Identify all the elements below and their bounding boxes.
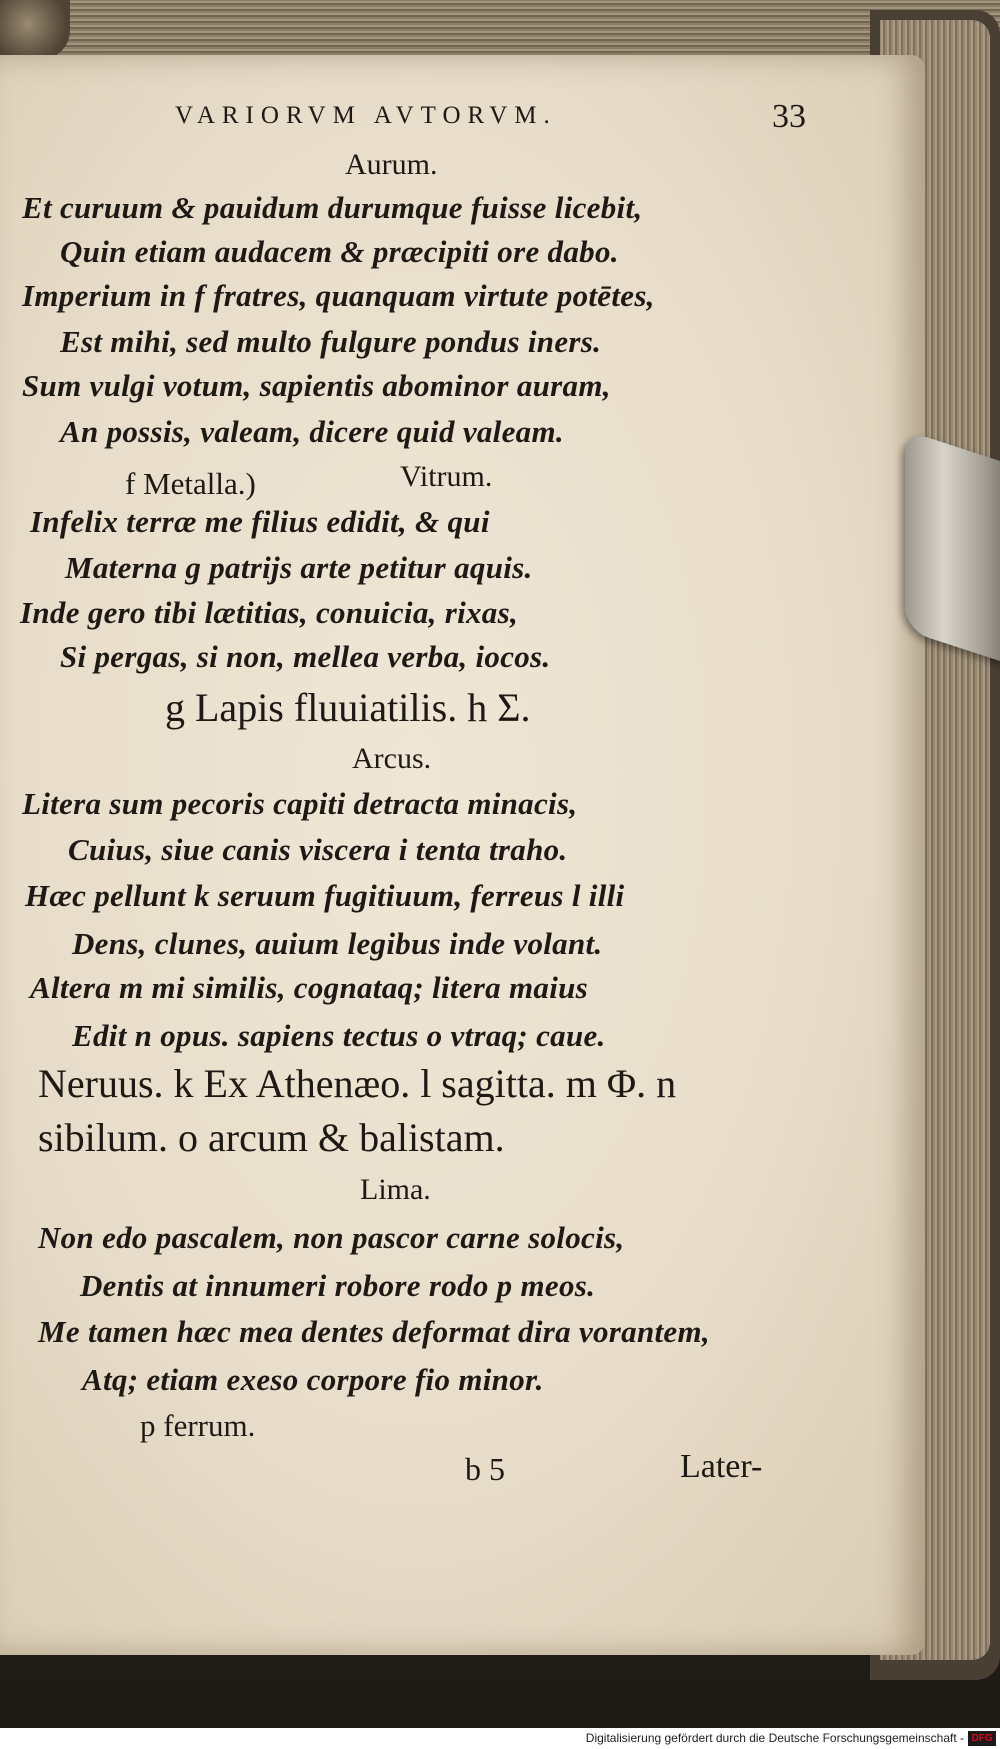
verse-line: Atq; etiam exeso corpore fio minor. <box>82 1362 544 1397</box>
verse-line: Non edo pascalem, non pascor carne solocis, <box>38 1220 625 1255</box>
verse-line: Me tamen hæc mea dentes deformat dira vorantem, <box>38 1314 710 1349</box>
verse-line: Materna g patrijs arte petitur aquis. <box>65 550 533 585</box>
dfg-logo-text: DFG <box>971 1733 993 1744</box>
section-heading: Vitrum. <box>400 460 493 493</box>
verse-line: Et curuum & pauidum durumque fuisse licebit, <box>22 190 643 225</box>
verse-line: Dentis at innumeri robore rodo p meos. <box>80 1268 596 1303</box>
verse-line: Edit n opus. sapiens tectus o vtraq; caue. <box>72 1018 606 1053</box>
margin-note: g Lapis fluuiatilis. h Σ. <box>165 685 531 730</box>
verse-line: Hæc pellunt k seruum fugitiuum, ferreus l illi <box>25 878 625 913</box>
catchword: Later- <box>680 1448 763 1485</box>
margin-note: p ferrum. <box>140 1408 256 1443</box>
footer-bar <box>0 1728 1000 1749</box>
margin-note: Neruus. k Ex Athenæo. l sagitta. m Φ. n <box>38 1061 677 1106</box>
page-clip <box>905 430 1000 666</box>
section-heading: Aurum. <box>345 148 438 181</box>
verse-line: Infelix terræ me filius edidit, & qui <box>30 504 490 539</box>
verse-line: Si pergas, si non, mellea verba, iocos. <box>60 639 551 674</box>
section-heading: Arcus. <box>352 742 432 775</box>
verse-line: Dens, clunes, auium legibus inde volant. <box>72 926 603 961</box>
verse-line: Sum vulgi votum, sapientis abominor auram, <box>22 368 611 403</box>
verse-line: Inde gero tibi lætitias, conuicia, rixas, <box>20 595 519 630</box>
signature-mark: b 5 <box>465 1451 505 1487</box>
verse-line: Imperium in f fratres, quanquam virtute potētes, <box>22 278 655 313</box>
funding-credit: Digitalisierung gefördert durch die Deutsche Forschungsgemeinschaft - <box>585 1731 964 1745</box>
page-number: 33 <box>772 98 806 135</box>
verse-line: Cuius, siue canis viscera i tenta traho. <box>68 832 568 867</box>
verse-line: Est mihi, sed multo fulgure pondus iners. <box>60 324 602 359</box>
margin-note: sibilum. o arcum & balistam. <box>38 1115 505 1160</box>
dfg-logo-icon <box>968 1731 996 1746</box>
verse-line: Litera sum pecoris capiti detracta minacis, <box>22 786 578 821</box>
running-head: VARIORVM AVTORVM. <box>175 102 557 129</box>
margin-note: f Metalla.) <box>125 466 256 501</box>
verse-line: Altera m mi similis, cognataq; litera maius <box>30 970 589 1005</box>
book-clasp <box>0 0 70 60</box>
verse-line: An possis, valeam, dicere quid valeam. <box>60 414 564 449</box>
section-heading: Lima. <box>360 1173 431 1206</box>
verse-line: Quin etiam audacem & præcipiti ore dabo. <box>60 234 619 269</box>
